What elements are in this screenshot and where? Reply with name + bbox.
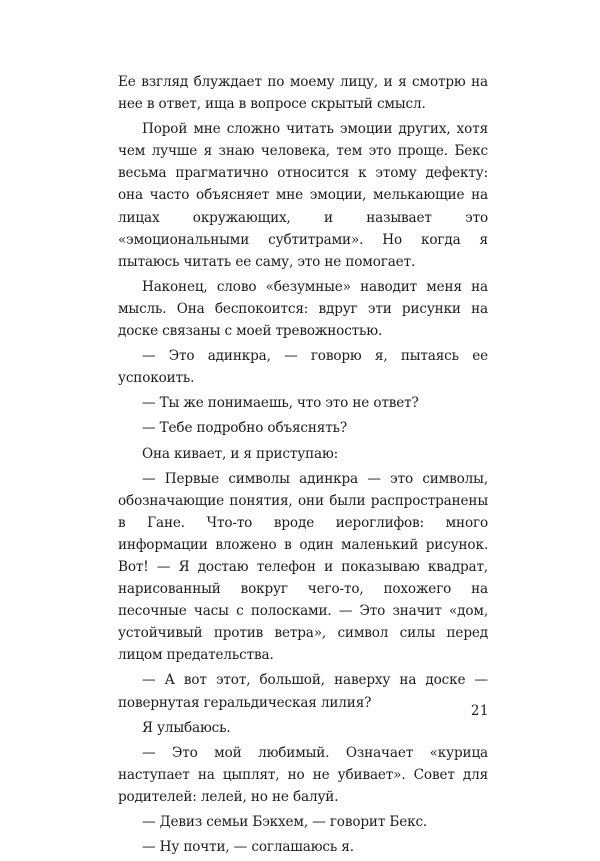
- paragraph: — Девиз семьи Бэкхем, — говорит Бекс.: [142, 814, 428, 830]
- paragraph: — А вот этот, большой, наверху на доске — повернутая геральдическая лилия?: [118, 672, 488, 711]
- paragraph: — Первые символы адинкра — это символы, обозначающие понятия, они были распространены в Гане. Что-то вроде иероглифов: много информации вложено в один маленький рисунок. Вот! — Я достаю телефон и показываю квадрат, нарисованный вокруг чего-то, похожего на песочные часы с полосками. — Это значит «дом, устойчивый против ветра», символ силы перед лицом предательства.: [118, 470, 488, 664]
- paragraph: — Ну почти, — соглашаюсь я.: [142, 839, 354, 856]
- paragraph: — Ты же понимаешь, что это не ответ?: [142, 395, 419, 412]
- paragraph: — Это мой любимый. Означает «курица наступает на цыплят, но не убивает». Совет для родителей: лелей, но не балуй.: [118, 744, 488, 805]
- paragraph: Я улыбаюсь.: [142, 719, 231, 736]
- paragraph: Она кивает, и я приступаю:: [142, 445, 339, 462]
- page-number: 21: [470, 703, 489, 719]
- paragraph: — Это адинкра, — говорю я, пытаясь ее успокоить.: [118, 348, 488, 387]
- paragraph: Наконец, слово «безумные» наводит меня на мысль. Она беспокоится: вдруг эти рисунки на доске связаны с моей тревожностью.: [118, 278, 488, 340]
- paragraph: Ее взгляд блуждает по моему лицу, и я смотрю на нее в ответ, ища в вопросе скрытый смысл.: [118, 74, 488, 113]
- paragraph: Порой мне сложно читать эмоции других, хотя чем лучше я знаю человека, тем это проще. Бекс весьма прагматично относится к этому дефекту: она часто объясняет мне эмоции, мелькающие на лицах окружающих, и называет это «эмоциональными субтитрами». Но когда я пытаюсь читать ее саму, это не помогает.: [118, 121, 488, 270]
- body-text: [118, 71, 488, 861]
- paragraph: — Тебе подробно объяснять?: [142, 420, 347, 437]
